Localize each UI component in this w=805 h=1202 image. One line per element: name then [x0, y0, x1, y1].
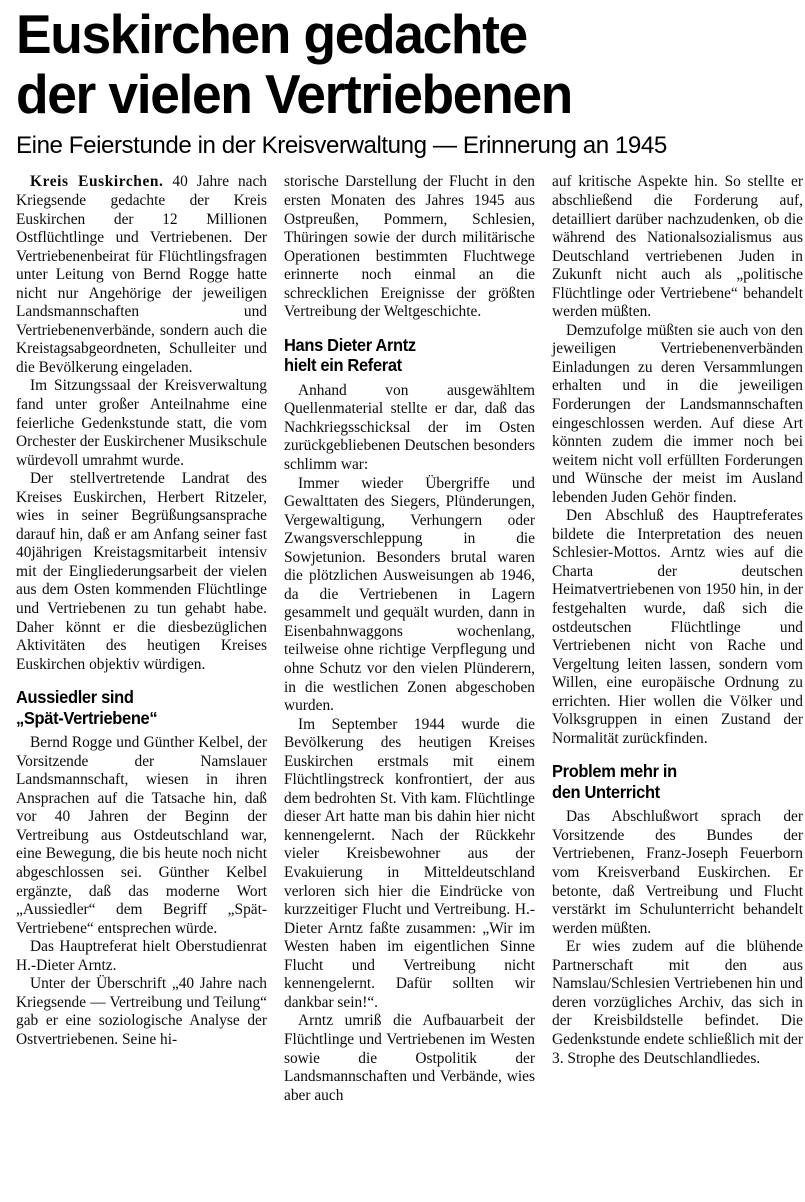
subheading-line-2: „Spät-Vertriebene“ [16, 707, 158, 728]
paragraph: Demzufolge müßten sie auch von den jeweiligen Vertriebenenverbänden Einladungen zu deren Versammlungen erhalten und in die jeweiligen Forderungen der Landsmannschaften eingeschlossen werden. Auf diese Art könnten zudem die immer noch bei weitem nicht voll erfüllten Forderungen und Wünsche der meist im Ausland lebenden Juden Gehör finden. [552, 321, 803, 506]
article-kicker: Eine Feierstunde in der Kreisverwaltung — Erinnerung an 1945 [16, 131, 667, 159]
section-subheading [552, 761, 788, 802]
article-columns [16, 173, 803, 1105]
article-column-3 [552, 173, 803, 1068]
paragraph: Er wies zudem auf die blühende Partnerschaft mit den aus Namslau/Schlesien Vertriebenen hin und deren vorzügliches Archiv, das sich in der Kreisbildstelle befindet. Die Gedenkstunde endete schließlich mit der 3. Strophe des Deutschlandliedes. [552, 938, 803, 1067]
paragraph: Der stellvertretende Landrat des Kreises Euskirchen, Herbert Ritzeler, wies in seiner Begrüßungsansprache darauf hin, daß er am Anfang seiner fast 40jährigen Kreistagsmitarbeit intensiv mit der Eingliederungsarbeit der vielen aus dem Osten kommenden Flüchtlinge und Vertriebenen zu tun gehabt habe. Daher könnt er die diesbezüglichen Aktivitäten des heutigen Kreises Euskirchen objektiv würdigen. [16, 470, 267, 673]
paragraph: Arntz umriß die Aufbauarbeit der Flüchtlinge und Vertriebenen im Westen sowie die Ostpolitik der Landsmannschaften und Verbände, wies aber auch [284, 1012, 535, 1104]
lead-paragraph [16, 173, 267, 377]
headline-line-1: Euskirchen gedachte [16, 3, 527, 65]
article-column-1 [16, 173, 267, 1049]
paragraph: Das Abschlußwort sprach der Vorsitzende des Bundes der Vertriebenen, Franz-Joseph Feuerborn vom Kreisverband Euskirchen. Er betonte, daß Vertreibung und Flucht verstärkt im Schulunterricht behandelt werden müßten. [552, 808, 803, 937]
paragraph: Das Hauptreferat hielt Oberstudienrat H.-Dieter Arntz. [16, 938, 267, 974]
paragraph-continuation: storische Darstellung der Flucht in den ersten Monaten des Jahres 1945 aus Ostpreußen, Pommern, Schlesien, Thüringen sowie der durch militärische Operationen bestimmten Fluchtwege erinnerte noch einmal an die schrecklichen Ereignisse der größten Vertreibung der Weltgeschichte. [284, 173, 535, 321]
article-column-2 [284, 173, 535, 1105]
subheading-line-2: hielt ein Referat [284, 355, 402, 376]
dateline: Kreis Euskirchen. [30, 173, 164, 191]
section-subheading [284, 335, 520, 376]
paragraph: Bernd Rogge und Günther Kelbel, der Vorsitzende der Namslauer Landsmannschaft, wiesen in ihren Ansprachen auf die Tatsache hin, daß vor 40 Jahren der Beginn der Vertreibung aus Ostdeutschland war, eine Bewegung, die bis heute noch nicht abgeschlossen sei. Günther Kelbel ergänzte, daß das moderne Wort „Aussiedler“ dem Begriff „Spät-Vertriebene“ entsprechen würde. [16, 734, 267, 937]
headline-line-2: der vielen Vertriebenen [16, 62, 572, 125]
subheading-line-2: den Unterricht [552, 781, 660, 802]
paragraph: Im Sitzungssaal der Kreisverwaltung fand unter großer Anteilnahme eine feierliche Gedenkstunde statt, die vom Orchester der Euskirchener Musikschule würdevoll umrahmt wurde. [16, 377, 267, 469]
paragraph: Anhand von ausgewähltem Quellenmaterial stellte er dar, daß das Nachkriegsschicksal der im Osten zurückgebliebenen Deutschen besonders schlimm war: [284, 381, 535, 473]
paragraph-continuation: auf kritische Aspekte hin. So stellte er abschließend die Forderung auf, detailliert darüber nachzudenken, ob die während des Nationalsozialismus aus Deutschland vertriebenen Juden in Zukunft nicht auch als „politische Flüchtlinge oder Vertriebene“ behandelt werden müßten. [552, 173, 803, 321]
paragraph: Immer wieder Übergriffe und Gewalttaten des Siegers, Plünderungen, Vergewaltigung, Verhungern oder Zwangsverschleppung in die Sowjetunion. Besonders brutal waren die plötzlichen Ausweisungen ab 1946, da die Vertriebenen in Lagern gesammelt und gequält wurden, dann in Eisenbahnwaggons wochenlang, teilweise ohne richtige Verpflegung und ohne Schutz vor den vielen Plünderern, in die westlichen Zonen abgeschoben wurden. [284, 474, 535, 715]
paragraph-text: 40 Jahre nach Kriegsende gedachte der Kreis Euskirchen der 12 Millionen Ostflüchtlinge und Vertriebenen. Der Vertriebenenbeirat für Flüchtlingsfragen unter Leitung von Bernd Rogge hatte nicht nur Angehörige der jeweiligen Landsmannschaften und Vertriebenenverbände, sondern auch die Kreistagsabgeordneten, Schulleiter und die Bevölkerung eingeladen. [16, 173, 267, 376]
paragraph: Unter der Überschrift „40 Jahre nach Kriegsende — Vertreibung und Teilung“ gab er eine soziologische Analyse der Ostvertriebenen. Seine hi- [16, 975, 267, 1048]
paragraph: Den Abschluß des Hauptreferates bildete die Interpretation des neuen Schlesier-Mottos. Arntz wies auf die Charta der deutschen Heimatvertriebenen von 1950 hin, in der festgehalten wurde, daß sich die ostdeutschen Flüchtlinge und Vertriebenen nicht von Rache und Vergeltung leiten lassen, sondern vom Willen, eine europäische Ordnung zu errichten. Hier wollen die Völker und Volksgruppen in einen Zustand der Normalität zurückfinden. [552, 507, 803, 747]
subheading-line-1: Problem mehr in [552, 761, 677, 782]
subheading-line-1: Aussiedler sind [16, 687, 134, 708]
subheading-line-1: Hans Dieter Arntz [284, 334, 416, 355]
section-subheading [16, 687, 252, 728]
paragraph: Im September 1944 wurde die Bevölkerung des heutigen Kreises Euskirchen erstmals mit einem Flüchtlingstreck konfrontiert, der aus dem bedrohten St. Vith kam. Flüchtlinge dieser Art hatte man bis dahin hier nicht kennengelernt. Nach der Rückkehr vieler Kreisbewohner aus der Evakuierung in Mitteldeutschland verloren sich hier die Eindrücke von kurzzeitiger Flucht und Vertreibung. H.-Dieter Arntz faßte zusammen: „Wir im Westen haben im eigentlichen Sinne Flucht und Vertreibung nicht kennengelernt. Dafür sollten wir dankbar sein!“. [284, 715, 535, 1011]
headline-block [16, 0, 789, 159]
